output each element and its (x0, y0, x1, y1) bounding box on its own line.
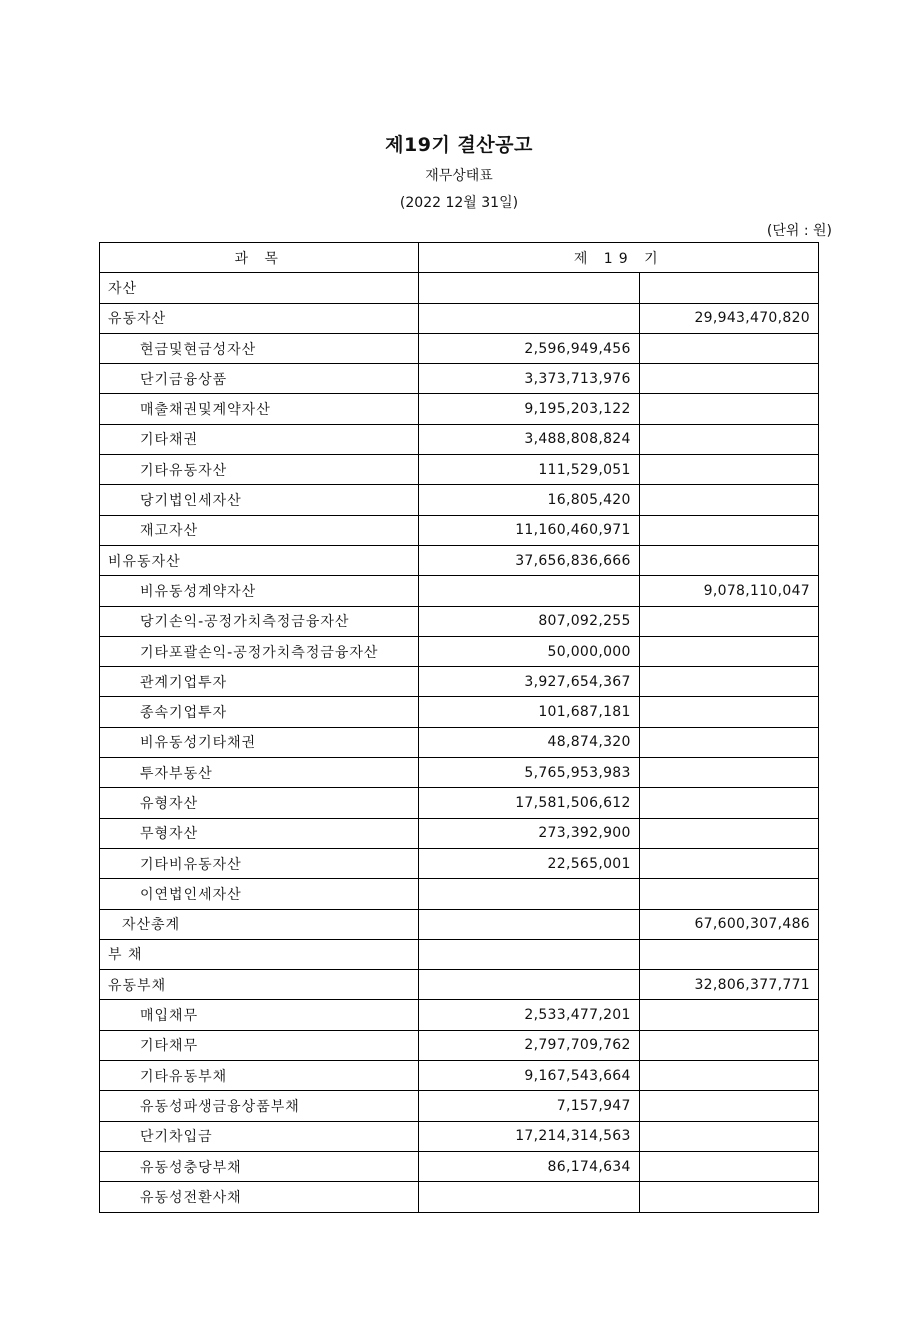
subtotal-amount (639, 667, 818, 697)
currency-unit: (단위 : 원) (766, 223, 832, 239)
account-name: 재고자산 (100, 515, 419, 545)
table-row (100, 1000, 819, 1030)
detail-amount: 5,765,953,983 (419, 758, 639, 788)
account-name: 투자부동산 (100, 758, 419, 788)
subtotal-amount (639, 879, 818, 909)
detail-amount: 2,596,949,456 (419, 333, 639, 363)
table-row (100, 636, 819, 666)
subtotal-amount (639, 758, 818, 788)
subtotal-amount (639, 939, 818, 969)
detail-amount: 7,157,947 (419, 1091, 639, 1121)
account-name: 당기손익-공정가치측정금융자산 (100, 606, 419, 636)
subtotal-amount (639, 636, 818, 666)
subtotal-amount: 32,806,377,771 (639, 970, 818, 1000)
account-name: 기타채무 (100, 1030, 419, 1060)
subtotal-amount: 29,943,470,820 (639, 303, 818, 333)
account-name: 유형자산 (100, 788, 419, 818)
subtotal-amount (639, 1061, 818, 1091)
detail-amount (419, 576, 639, 606)
account-name: 자산 (100, 273, 419, 303)
subtotal-amount (639, 333, 818, 363)
account-name: 당기법인세자산 (100, 485, 419, 515)
statement-date: (2022 12월 31일) (399, 195, 519, 211)
table-row (100, 455, 819, 485)
subtotal-amount (639, 1030, 818, 1060)
subtotal-amount (639, 697, 818, 727)
table-row (100, 939, 819, 969)
account-name: 무형자산 (100, 818, 419, 848)
subtotal-amount (639, 394, 818, 424)
detail-amount: 9,195,203,122 (419, 394, 639, 424)
table-row (100, 333, 819, 363)
table-row (100, 1151, 819, 1181)
account-name: 유동부채 (100, 970, 419, 1000)
account-name: 단기금융상품 (100, 364, 419, 394)
table-row (100, 727, 819, 757)
table-body (100, 273, 819, 1212)
account-name: 유동성충당부채 (100, 1151, 419, 1181)
table-row (100, 364, 819, 394)
subtotal-amount (639, 1091, 818, 1121)
detail-amount: 17,581,506,612 (419, 788, 639, 818)
detail-amount: 50,000,000 (419, 636, 639, 666)
detail-amount: 273,392,900 (419, 818, 639, 848)
table-row (100, 1091, 819, 1121)
detail-amount: 2,797,709,762 (419, 1030, 639, 1060)
account-name: 비유동자산 (100, 545, 419, 575)
table-row (100, 758, 819, 788)
subtotal-amount (639, 727, 818, 757)
detail-amount: 22,565,001 (419, 848, 639, 878)
notice-title: 제19기 결산공고 (385, 134, 533, 156)
subtotal-amount (639, 364, 818, 394)
detail-amount: 3,373,713,976 (419, 364, 639, 394)
account-name: 유동성전환사채 (100, 1182, 419, 1212)
account-name: 현금및현금성자산 (100, 333, 419, 363)
detail-amount (419, 909, 639, 939)
table-row (100, 515, 819, 545)
detail-amount (419, 939, 639, 969)
detail-amount (419, 970, 639, 1000)
subtotal-amount (639, 424, 818, 454)
detail-amount: 17,214,314,563 (419, 1121, 639, 1151)
account-name: 매입채무 (100, 1000, 419, 1030)
account-name: 매출채권및계약자산 (100, 394, 419, 424)
subtotal-amount (639, 1000, 818, 1030)
account-name: 종속기업투자 (100, 697, 419, 727)
subtotal-amount: 9,078,110,047 (639, 576, 818, 606)
detail-amount (419, 303, 639, 333)
account-name: 기타비유동자산 (100, 848, 419, 878)
detail-amount: 3,488,808,824 (419, 424, 639, 454)
account-name: 기타채권 (100, 424, 419, 454)
account-name: 관계기업투자 (100, 667, 419, 697)
table-row (100, 545, 819, 575)
table-row (100, 485, 819, 515)
subtotal-amount (639, 455, 818, 485)
detail-amount: 48,874,320 (419, 727, 639, 757)
account-name: 부 채 (100, 939, 419, 969)
subtotal-amount (639, 788, 818, 818)
detail-amount (419, 273, 639, 303)
table-row (100, 1121, 819, 1151)
table-row (100, 394, 819, 424)
account-name: 기타유동부채 (100, 1061, 419, 1091)
table-row (100, 303, 819, 333)
table-header-row (100, 243, 819, 273)
account-name: 기타포괄손익-공정가치측정금융자산 (100, 636, 419, 666)
detail-amount (419, 1182, 639, 1212)
account-name: 비유동성계약자산 (100, 576, 419, 606)
table-row (100, 970, 819, 1000)
subject-column-header: 과 목 (100, 243, 419, 273)
subtotal-amount (639, 1182, 818, 1212)
table-row (100, 273, 819, 303)
subtotal-amount (639, 545, 818, 575)
table-row (100, 1030, 819, 1060)
detail-amount (419, 879, 639, 909)
period-column-header: 제 19 기 (419, 243, 819, 273)
detail-amount: 9,167,543,664 (419, 1061, 639, 1091)
detail-amount: 86,174,634 (419, 1151, 639, 1181)
account-name: 비유동성기타채권 (100, 727, 419, 757)
statement-subtitle: 재무상태표 (425, 168, 493, 184)
account-name: 기타유동자산 (100, 455, 419, 485)
account-name: 이연법인세자산 (100, 879, 419, 909)
table-row (100, 879, 819, 909)
table-row (100, 606, 819, 636)
table-row (100, 909, 819, 939)
subtotal-amount (639, 1121, 818, 1151)
table-row (100, 424, 819, 454)
table-row (100, 788, 819, 818)
detail-amount: 16,805,420 (419, 485, 639, 515)
account-name: 유동성파생금융상품부채 (100, 1091, 419, 1121)
subtotal-amount (639, 485, 818, 515)
table-row (100, 667, 819, 697)
detail-amount: 101,687,181 (419, 697, 639, 727)
table-row (100, 576, 819, 606)
detail-amount: 807,092,255 (419, 606, 639, 636)
subtotal-amount (639, 606, 818, 636)
detail-amount: 11,160,460,971 (419, 515, 639, 545)
account-name: 단기차입금 (100, 1121, 419, 1151)
detail-amount: 3,927,654,367 (419, 667, 639, 697)
detail-amount: 111,529,051 (419, 455, 639, 485)
table-row (100, 697, 819, 727)
subtotal-amount (639, 1151, 818, 1181)
table-row (100, 818, 819, 848)
table-row (100, 1182, 819, 1212)
detail-amount: 2,533,477,201 (419, 1000, 639, 1030)
subtotal-amount (639, 273, 818, 303)
balance-sheet-table (99, 242, 819, 1213)
subtotal-amount (639, 848, 818, 878)
detail-amount: 37,656,836,666 (419, 545, 639, 575)
subtotal-amount (639, 818, 818, 848)
account-name: 유동자산 (100, 303, 419, 333)
account-name: 자산총계 (100, 909, 419, 939)
table-row (100, 1061, 819, 1091)
subtotal-amount: 67,600,307,486 (639, 909, 818, 939)
subtotal-amount (639, 515, 818, 545)
table-row (100, 848, 819, 878)
